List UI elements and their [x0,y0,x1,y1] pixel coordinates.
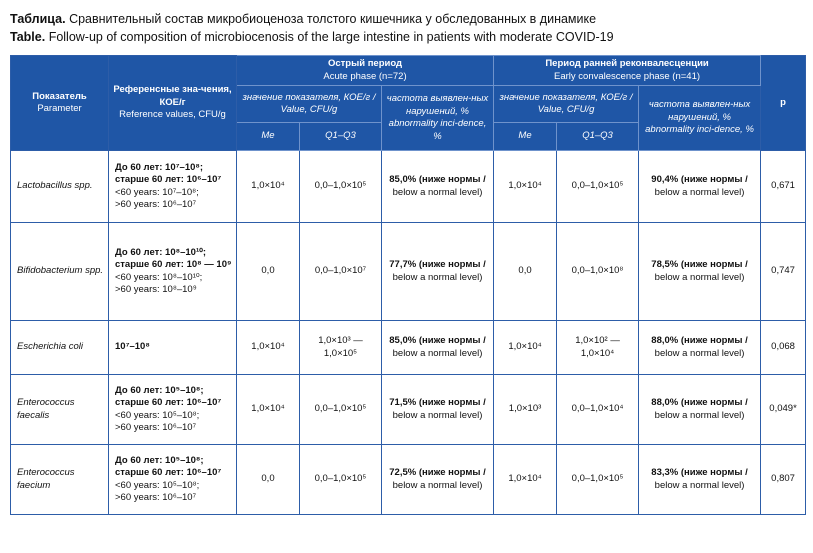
header-early-value: значение показателя, КОЕ/г / Value, CFU/g [494,86,639,123]
header-early-frequency: частота выявлен-ных нарушений, % abnormality inci-dence, % [639,86,761,151]
acute-frequency: 71,5% (ниже нормы / below a normal level) [382,375,494,445]
early-q: 0,0–1,0×10⁵ [557,445,639,515]
caption-ru-text: Сравнительный состав микробиоценоза толстого кишечника у обследованных в динамике [69,12,597,26]
header-early-convalescence: Период ранней реконвалесценции Early convalescence phase (n=41) [494,56,761,86]
acute-q: 0,0–1,0×10⁷ [300,223,382,321]
bacterium-name: Bifidobacterium spp. [11,223,109,321]
early-frequency: 88,0% (ниже нормы / below a normal level) [639,375,761,445]
acute-me: 1,0×10⁴ [237,151,300,223]
table-row [11,223,806,321]
header-acute-q: Q1–Q3 [300,123,382,151]
bacterium-name: Enterococcus faecium [11,445,109,515]
header-parameter: Показатель Parameter [11,56,109,151]
p-value: 0,671 [761,151,806,223]
p-value: 0,747 [761,223,806,321]
acute-me: 0,0 [237,223,300,321]
caption-en-label: Table. [10,30,46,44]
reference-values: До 60 лет: 10⁵–10⁸; старше 60 лет: 10⁶–10⁷ <60 years: 10⁵–10⁸; >60 years: 10⁶–10⁷ [109,445,237,515]
reference-values: До 60 лет: 10⁸–10¹⁰; старше 60 лет: 10⁸ — 10⁹ <60 years: 10⁸–10¹⁰; >60 years: 10⁸–10⁹ [109,223,237,321]
reference-values: До 60 лет: 10⁵–10⁸; старше 60 лет: 10⁶–10⁷ <60 years: 10⁵–10⁸; >60 years: 10⁶–10⁷ [109,375,237,445]
acute-me: 1,0×10⁴ [237,321,300,375]
bacterium-name: Enterococcus faecalis [11,375,109,445]
caption-en-text: Follow-up of composition of microbiocenosis of the large intestine in patients with moderate COVID-19 [48,30,614,44]
acute-q: 0,0–1,0×10⁵ [300,445,382,515]
header-acute-value: значение показателя, КОЕ/г / Value, CFU/g [237,86,382,123]
acute-frequency: 85,0% (ниже нормы / below a normal level) [382,151,494,223]
early-me: 1,0×10⁴ [494,151,557,223]
early-me: 0,0 [494,223,557,321]
header-p: p [761,56,806,151]
early-frequency: 88,0% (ниже нормы / below a normal level) [639,321,761,375]
header-reference: Референсные зна-чения, КОЕ/г Reference values, CFU/g [109,56,237,151]
acute-frequency: 77,7% (ниже нормы / below a normal level) [382,223,494,321]
caption-ru-label: Таблица. [10,12,66,26]
table-row [11,375,806,445]
acute-q: 1,0×10³ — 1,0×10⁵ [300,321,382,375]
header-early-me: Me [494,123,557,151]
early-frequency: 90,4% (ниже нормы / below a normal level) [639,151,761,223]
p-value: 0,049* [761,375,806,445]
bacterium-name: Lactobacillus spp. [11,151,109,223]
acute-q: 0,0–1,0×10⁵ [300,375,382,445]
early-frequency: 83,3% (ниже нормы / below a normal level) [639,445,761,515]
acute-frequency: 85,0% (ниже нормы / below a normal level) [382,321,494,375]
table-row [11,321,806,375]
table-row [11,445,806,515]
table-row [11,151,806,223]
early-me: 1,0×10³ [494,375,557,445]
header-acute-frequency: частота выявлен-ных нарушений, % abnormality inci-dence, % [382,86,494,151]
bacterium-name: Escherichia coli [11,321,109,375]
caption-ru [10,11,596,27]
p-value: 0,068 [761,321,806,375]
p-value: 0,807 [761,445,806,515]
header-early-q: Q1–Q3 [557,123,639,151]
early-me: 1,0×10⁴ [494,321,557,375]
acute-me: 0,0 [237,445,300,515]
early-frequency: 78,5% (ниже нормы / below a normal level) [639,223,761,321]
early-q: 0,0–1,0×10⁵ [557,151,639,223]
early-q: 1,0×10² — 1,0×10⁴ [557,321,639,375]
microbiocenosis-table [10,55,806,515]
acute-q: 0,0–1,0×10⁵ [300,151,382,223]
header-acute-phase: Острый период Acute phase (n=72) [237,56,494,86]
early-me: 1,0×10⁴ [494,445,557,515]
acute-frequency: 72,5% (ниже нормы / below a normal level) [382,445,494,515]
header-acute-me: Me [237,123,300,151]
reference-values: 10⁷–10⁸ [109,321,237,375]
acute-me: 1,0×10⁴ [237,375,300,445]
reference-values: До 60 лет: 10⁷–10⁸; старше 60 лет: 10⁶–10⁷ <60 years: 10⁷–10⁸; >60 years: 10⁶–10⁷ [109,151,237,223]
caption-en [10,29,614,45]
early-q: 0,0–1,0×10⁸ [557,223,639,321]
early-q: 0,0–1,0×10⁴ [557,375,639,445]
